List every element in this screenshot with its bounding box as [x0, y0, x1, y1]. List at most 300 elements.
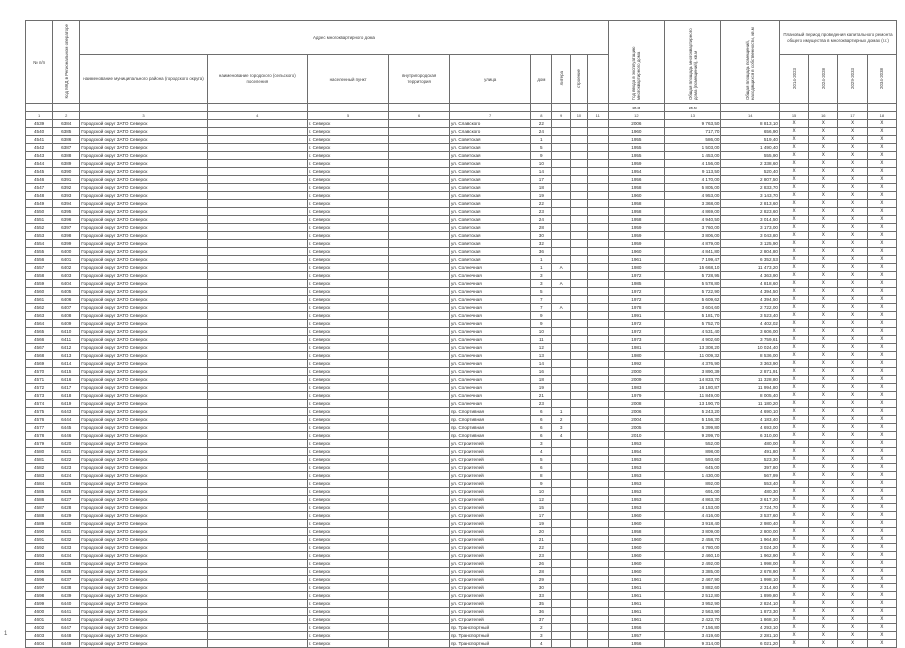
- cell-row-number: 4541: [26, 136, 53, 144]
- cell-period-mark: X: [809, 568, 838, 576]
- cell-period-mark: X: [867, 376, 896, 384]
- cell-settlement: [207, 472, 307, 480]
- cell-year: 2004: [608, 416, 664, 424]
- cell-municipality: Городской округ ЗАТО Северск: [80, 416, 207, 424]
- cell-spacer: [587, 352, 608, 360]
- cell-settlement: [207, 632, 307, 640]
- unit-cell: [867, 104, 896, 112]
- cell-municipality: Городской округ ЗАТО Северск: [80, 144, 207, 152]
- cell-municipality: Городской округ ЗАТО Северск: [80, 128, 207, 136]
- cell-letter: [552, 176, 571, 184]
- cell-period-mark: X: [867, 544, 896, 552]
- col-header-locality: населенный пункт: [307, 55, 388, 104]
- cell-mkd-id: 6391: [53, 176, 80, 184]
- cell-row-number: 4546: [26, 176, 53, 184]
- cell-mkd-id: 6430: [53, 520, 80, 528]
- cell-area-living: 8 005,40: [721, 392, 779, 400]
- cell-period-mark: X: [838, 536, 867, 544]
- cell-locality: г. Северск: [307, 184, 388, 192]
- cell-locality: г. Северск: [307, 304, 388, 312]
- cell-row-number: 4545: [26, 168, 53, 176]
- cell-mkd-id: 6438: [53, 584, 80, 592]
- cell-area-living: 2 871,91: [721, 368, 779, 376]
- cell-area-total: 2 460,10: [665, 552, 721, 560]
- cell-mkd-id: 6388: [53, 152, 80, 160]
- cell-street: ул. Солнечная: [449, 328, 530, 336]
- cell-row-number: 4566: [26, 336, 53, 344]
- cell-period-mark: X: [838, 568, 867, 576]
- cell-settlement: [207, 328, 307, 336]
- cell-period-mark: X: [838, 344, 867, 352]
- cell-settlement: [207, 144, 307, 152]
- cell-mkd-id: 6396: [53, 216, 80, 224]
- cell-year: 1961: [608, 616, 664, 624]
- table-row: [26, 240, 897, 248]
- cell-street: пр. Транспортный: [449, 624, 530, 632]
- cell-settlement: [207, 352, 307, 360]
- cell-building: [571, 560, 588, 568]
- cell-intracity: [389, 344, 450, 352]
- cell-street: ул. Советская: [449, 232, 530, 240]
- cell-intracity: [389, 288, 450, 296]
- cell-mkd-id: 6448: [53, 632, 80, 640]
- cell-area-living: 2 823,60: [721, 208, 779, 216]
- cell-period-mark: X: [779, 616, 808, 624]
- cell-period-mark: X: [867, 640, 896, 648]
- cell-letter: [552, 576, 571, 584]
- cell-area-total: 11 849,00: [665, 392, 721, 400]
- cell-settlement: [207, 368, 307, 376]
- table-row: [26, 216, 897, 224]
- cell-intracity: [389, 384, 450, 392]
- cell-house: 4: [531, 640, 552, 648]
- cell-period-mark: X: [838, 488, 867, 496]
- cell-spacer: [587, 584, 608, 592]
- cell-spacer: [587, 384, 608, 392]
- cell-municipality: Городской округ ЗАТО Северск: [80, 352, 207, 360]
- cell-building: [571, 432, 588, 440]
- cell-area-living: 4 183,40: [721, 416, 779, 424]
- cell-area-total: 552,00: [665, 440, 721, 448]
- cell-area-living: 656,90: [721, 128, 779, 136]
- cell-area-total: 2 467,90: [665, 576, 721, 584]
- cell-building: [571, 464, 588, 472]
- cell-period-mark: X: [809, 432, 838, 440]
- cell-intracity: [389, 328, 450, 336]
- table-row: [26, 528, 897, 536]
- cell-intracity: [389, 576, 450, 584]
- cell-municipality: Городской округ ЗАТО Северск: [80, 480, 207, 488]
- cell-municipality: Городской округ ЗАТО Северск: [80, 344, 207, 352]
- cell-settlement: [207, 136, 307, 144]
- cell-period-mark: X: [838, 616, 867, 624]
- cell-area-total: 7 156,80: [665, 624, 721, 632]
- cell-area-living: 11 473,20: [721, 264, 779, 272]
- cell-period-mark: X: [809, 144, 838, 152]
- cell-period-mark: X: [809, 288, 838, 296]
- cell-area-living: 3 125,90: [721, 240, 779, 248]
- cell-period-mark: X: [779, 328, 808, 336]
- cell-year: 1959: [608, 240, 664, 248]
- cell-mkd-id: 6428: [53, 504, 80, 512]
- column-number-cell: 4: [207, 112, 307, 120]
- col-header-period-1-text: 2014-2023: [791, 67, 797, 89]
- cell-period-mark: X: [838, 304, 867, 312]
- cell-municipality: Городской округ ЗАТО Северск: [80, 496, 207, 504]
- cell-house: 6: [531, 464, 552, 472]
- cell-street: ул. Строителей: [449, 504, 530, 512]
- cell-street: ул. Солнечная: [449, 368, 530, 376]
- cell-period-mark: X: [809, 304, 838, 312]
- cell-settlement: [207, 264, 307, 272]
- cell-mkd-id: 6422: [53, 456, 80, 464]
- cell-spacer: [587, 576, 608, 584]
- cell-street: ул. Солнечная: [449, 312, 530, 320]
- cell-period-mark: X: [809, 544, 838, 552]
- cell-intracity: [389, 336, 450, 344]
- table-row: [26, 552, 897, 560]
- cell-settlement: [207, 312, 307, 320]
- column-number-cell: 8: [531, 112, 552, 120]
- cell-period-mark: X: [809, 232, 838, 240]
- cell-year: 1954: [608, 448, 664, 456]
- cell-area-total: 13 190,70: [665, 400, 721, 408]
- cell-year: 1956: [608, 640, 664, 648]
- cell-period-mark: X: [838, 600, 867, 608]
- table-header: [26, 21, 897, 120]
- cell-municipality: Городской округ ЗАТО Северск: [80, 600, 207, 608]
- cell-row-number: 4604: [26, 640, 53, 648]
- cell-letter: А: [552, 304, 571, 312]
- cell-street: ул. Строителей: [449, 584, 530, 592]
- cell-area-living: 519,40: [721, 136, 779, 144]
- cell-period-mark: X: [779, 400, 808, 408]
- table-row: [26, 176, 897, 184]
- cell-row-number: 4570: [26, 368, 53, 376]
- cell-intracity: [389, 200, 450, 208]
- cell-locality: г. Северск: [307, 248, 388, 256]
- cell-spacer: [587, 312, 608, 320]
- cell-settlement: [207, 560, 307, 568]
- cell-period-mark: X: [867, 224, 896, 232]
- cell-period-mark: X: [809, 448, 838, 456]
- cell-period-mark: X: [809, 328, 838, 336]
- cell-letter: [552, 592, 571, 600]
- cell-area-total: 5 156,30: [665, 416, 721, 424]
- table-row: [26, 424, 897, 432]
- cell-area-living: 4 690,10: [721, 408, 779, 416]
- cell-period-mark: X: [809, 504, 838, 512]
- cell-period-mark: X: [867, 288, 896, 296]
- cell-area-total: 4 863,30: [665, 496, 721, 504]
- cell-spacer: [587, 424, 608, 432]
- cell-year: 1958: [608, 208, 664, 216]
- cell-municipality: Городской округ ЗАТО Северск: [80, 328, 207, 336]
- cell-letter: [552, 160, 571, 168]
- cell-letter: [552, 568, 571, 576]
- cell-year: 1960: [608, 560, 664, 568]
- cell-period-mark: X: [867, 152, 896, 160]
- cell-mkd-id: 6400: [53, 248, 80, 256]
- cell-year: 2000: [608, 368, 664, 376]
- cell-year: 1953: [608, 456, 664, 464]
- cell-spacer: [587, 456, 608, 464]
- cell-row-number: 4592: [26, 544, 53, 552]
- cell-settlement: [207, 336, 307, 344]
- cell-locality: г. Северск: [307, 224, 388, 232]
- cell-area-total: 5 805,00: [665, 184, 721, 192]
- cell-period-mark: X: [779, 504, 808, 512]
- cell-settlement: [207, 120, 307, 128]
- cell-row-number: 4550: [26, 208, 53, 216]
- cell-period-mark: X: [867, 216, 896, 224]
- cell-period-mark: X: [779, 640, 808, 648]
- cell-area-total: 3 882,60: [665, 584, 721, 592]
- cell-period-mark: X: [867, 504, 896, 512]
- cell-settlement: [207, 448, 307, 456]
- cell-spacer: [587, 264, 608, 272]
- cell-row-number: 4561: [26, 296, 53, 304]
- cell-year: 2006: [608, 120, 664, 128]
- column-number-cell: 18: [867, 112, 896, 120]
- table-row: [26, 608, 897, 616]
- cell-street: ул. Солнечная: [449, 384, 530, 392]
- cell-mkd-id: 6444: [53, 416, 80, 424]
- cell-building: [571, 304, 588, 312]
- cell-row-number: 4558: [26, 272, 53, 280]
- col-header-no: [26, 21, 53, 104]
- cell-settlement: [207, 224, 307, 232]
- cell-year: 1981: [608, 344, 664, 352]
- cell-row-number: 4568: [26, 352, 53, 360]
- cell-municipality: Городской округ ЗАТО Северск: [80, 336, 207, 344]
- cell-period-mark: X: [779, 472, 808, 480]
- cell-municipality: Городской округ ЗАТО Северск: [80, 280, 207, 288]
- cell-period-mark: X: [867, 600, 896, 608]
- cell-period-mark: X: [809, 296, 838, 304]
- cell-period-mark: X: [838, 280, 867, 288]
- cell-period-mark: X: [779, 512, 808, 520]
- cell-row-number: 4586: [26, 496, 53, 504]
- cell-area-living: 8 536,00: [721, 352, 779, 360]
- cell-spacer: [587, 256, 608, 264]
- cell-house: 3: [531, 632, 552, 640]
- cell-letter: [552, 512, 571, 520]
- cell-year: 1961: [608, 256, 664, 264]
- cell-period-mark: X: [838, 120, 867, 128]
- cell-municipality: Городской округ ЗАТО Северск: [80, 552, 207, 560]
- table-row: [26, 512, 897, 520]
- cell-mkd-id: 6443: [53, 408, 80, 416]
- cell-intracity: [389, 608, 450, 616]
- cell-settlement: [207, 128, 307, 136]
- cell-street: ул. Советская: [449, 192, 530, 200]
- cell-locality: г. Северск: [307, 432, 388, 440]
- cell-period-mark: X: [779, 208, 808, 216]
- cell-house: 30: [531, 584, 552, 592]
- col-header-area-total-text: Общая площадь многоквартирного дома (помещений), кв.м: [687, 28, 698, 100]
- cell-house: 7: [531, 304, 552, 312]
- cell-area-living: 2 807,50: [721, 176, 779, 184]
- cell-house: 3: [531, 272, 552, 280]
- cell-period-mark: X: [809, 184, 838, 192]
- cell-intracity: [389, 216, 450, 224]
- cell-period-mark: X: [809, 208, 838, 216]
- cell-locality: г. Северск: [307, 568, 388, 576]
- cell-area-living: 3 606,00: [721, 328, 779, 336]
- cell-intracity: [389, 232, 450, 240]
- cell-period-mark: X: [779, 488, 808, 496]
- cell-letter: [552, 608, 571, 616]
- cell-municipality: Городской округ ЗАТО Северск: [80, 536, 207, 544]
- table-row: [26, 200, 897, 208]
- cell-letter: [552, 624, 571, 632]
- cell-house: 32: [531, 240, 552, 248]
- cell-locality: г. Северск: [307, 392, 388, 400]
- cell-period-mark: X: [838, 624, 867, 632]
- cell-row-number: 4588: [26, 512, 53, 520]
- cell-period-mark: X: [838, 424, 867, 432]
- cell-period-mark: X: [838, 360, 867, 368]
- cell-house: 28: [531, 568, 552, 576]
- cell-locality: г. Северск: [307, 216, 388, 224]
- cell-mkd-id: 6429: [53, 512, 80, 520]
- unit-cell: [552, 104, 571, 112]
- cell-spacer: [587, 568, 608, 576]
- cell-municipality: Городской округ ЗАТО Северск: [80, 320, 207, 328]
- cell-settlement: [207, 408, 307, 416]
- cell-period-mark: X: [838, 608, 867, 616]
- cell-spacer: [587, 176, 608, 184]
- cell-period-mark: X: [838, 560, 867, 568]
- cell-house: 23: [531, 400, 552, 408]
- cell-municipality: Городской округ ЗАТО Северск: [80, 136, 207, 144]
- cell-intracity: [389, 128, 450, 136]
- cell-municipality: Городской округ ЗАТО Северск: [80, 232, 207, 240]
- cell-area-total: 717,70: [665, 128, 721, 136]
- table-row: [26, 632, 897, 640]
- cell-building: [571, 296, 588, 304]
- cell-year: 1953: [608, 488, 664, 496]
- table-row: [26, 264, 897, 272]
- cell-mkd-id: 6425: [53, 480, 80, 488]
- cell-building: [571, 192, 588, 200]
- cell-letter: [552, 640, 571, 648]
- cell-letter: [552, 440, 571, 448]
- cell-period-mark: X: [779, 288, 808, 296]
- cell-intracity: [389, 224, 450, 232]
- cell-period-mark: X: [809, 488, 838, 496]
- cell-area-total: 4 780,00: [665, 544, 721, 552]
- table-row: [26, 440, 897, 448]
- cell-mkd-id: 6404: [53, 280, 80, 288]
- cell-house: 14: [531, 168, 552, 176]
- cell-intracity: [389, 240, 450, 248]
- cell-spacer: [587, 208, 608, 216]
- cell-period-mark: X: [779, 376, 808, 384]
- cell-building: [571, 504, 588, 512]
- cell-year: 1959: [608, 160, 664, 168]
- cell-year: 1991: [608, 312, 664, 320]
- cell-period-mark: X: [779, 160, 808, 168]
- cell-period-mark: X: [838, 272, 867, 280]
- cell-area-living: 4 363,90: [721, 272, 779, 280]
- cell-intracity: [389, 304, 450, 312]
- cell-row-number: 4553: [26, 232, 53, 240]
- cell-mkd-id: 6417: [53, 384, 80, 392]
- cell-municipality: Городской округ ЗАТО Северск: [80, 288, 207, 296]
- cell-municipality: Городской округ ЗАТО Северск: [80, 504, 207, 512]
- cell-intracity: [389, 248, 450, 256]
- cell-period-mark: X: [867, 144, 896, 152]
- col-header-area-living-text: Общая площадь помещений, находящихся в собственности, кв.м: [745, 27, 756, 100]
- cell-period-mark: X: [779, 304, 808, 312]
- cell-locality: г. Северск: [307, 232, 388, 240]
- cell-period-mark: X: [867, 584, 896, 592]
- cell-locality: г. Северск: [307, 576, 388, 584]
- table-row: [26, 352, 897, 360]
- cell-letter: [552, 320, 571, 328]
- cell-settlement: [207, 576, 307, 584]
- cell-municipality: Городской округ ЗАТО Северск: [80, 208, 207, 216]
- cell-period-mark: X: [809, 440, 838, 448]
- cell-period-mark: X: [779, 592, 808, 600]
- cell-period-mark: X: [867, 528, 896, 536]
- table-row: [26, 320, 897, 328]
- cell-intracity: [389, 208, 450, 216]
- cell-period-mark: X: [867, 328, 896, 336]
- cell-mkd-id: 6415: [53, 368, 80, 376]
- cell-spacer: [587, 512, 608, 520]
- cell-locality: г. Северск: [307, 360, 388, 368]
- table-row: [26, 592, 897, 600]
- cell-building: [571, 384, 588, 392]
- cell-spacer: [587, 544, 608, 552]
- cell-period-mark: X: [809, 520, 838, 528]
- cell-house: 5: [531, 288, 552, 296]
- cell-mkd-id: 6392: [53, 184, 80, 192]
- column-number-cell: 2: [53, 112, 80, 120]
- cell-period-mark: X: [867, 520, 896, 528]
- cell-spacer: [587, 464, 608, 472]
- cell-letter: [552, 488, 571, 496]
- cell-spacer: [587, 400, 608, 408]
- cell-locality: г. Северск: [307, 336, 388, 344]
- cell-locality: г. Северск: [307, 160, 388, 168]
- cell-street: ул. Строителей: [449, 536, 530, 544]
- cell-area-total: 3 890,39: [665, 368, 721, 376]
- cell-spacer: [587, 232, 608, 240]
- cell-period-mark: X: [779, 584, 808, 592]
- cell-area-total: 4 869,00: [665, 208, 721, 216]
- cell-year: 1985: [608, 280, 664, 288]
- cell-row-number: 4583: [26, 472, 53, 480]
- cell-spacer: [587, 520, 608, 528]
- cell-intracity: [389, 584, 450, 592]
- cell-mkd-id: 6440: [53, 600, 80, 608]
- table-row: [26, 248, 897, 256]
- cell-period-mark: X: [809, 584, 838, 592]
- cell-mkd-id: 6437: [53, 576, 80, 584]
- cell-municipality: Городской округ ЗАТО Северск: [80, 440, 207, 448]
- cell-intracity: [389, 568, 450, 576]
- cell-period-mark: X: [838, 592, 867, 600]
- cell-year: 1961: [608, 592, 664, 600]
- cell-period-mark: X: [809, 608, 838, 616]
- cell-letter: [552, 480, 571, 488]
- cell-street: ул. Солнечная: [449, 304, 530, 312]
- cell-area-living: 2 678,90: [721, 568, 779, 576]
